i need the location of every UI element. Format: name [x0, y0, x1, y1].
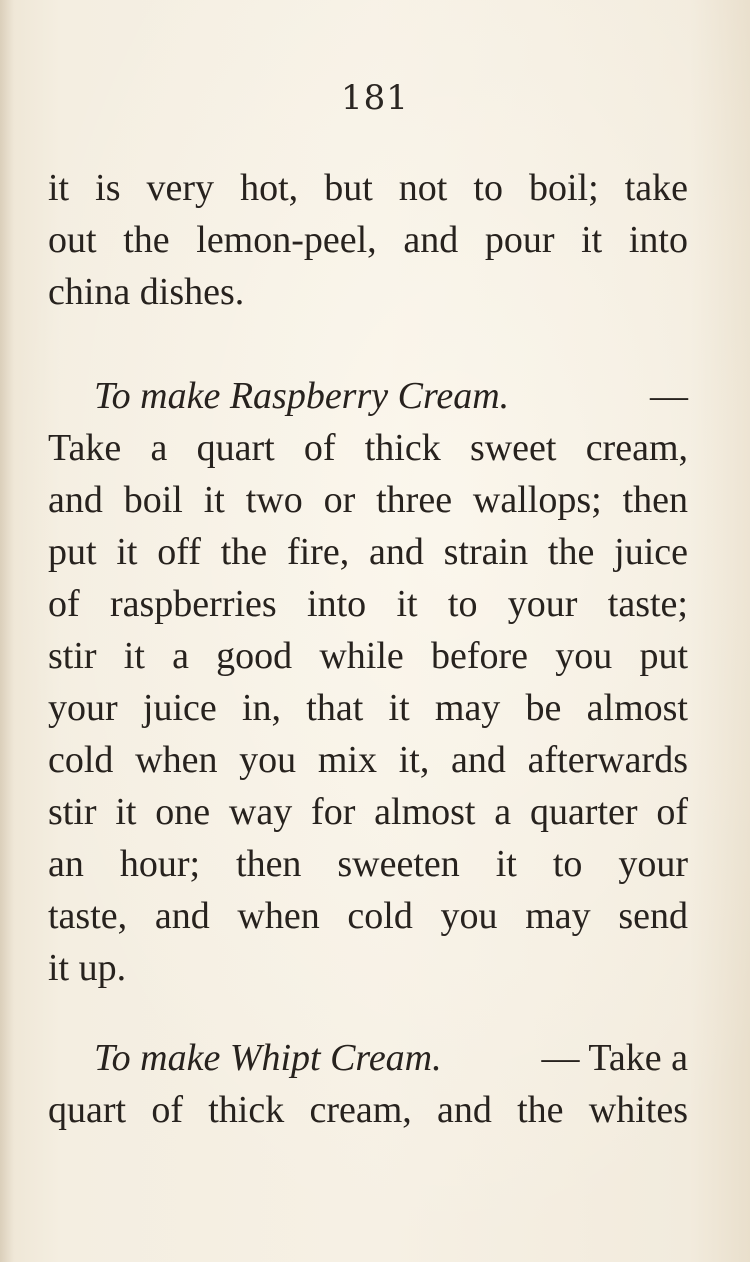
text-line: an hour; then sweeten it to your	[48, 843, 688, 885]
recipe-heading: To make Raspberry Cream.	[94, 375, 510, 417]
text-line: and boil it two or three wallops; then	[48, 479, 688, 521]
text-line: stir it a good while before you put	[48, 635, 688, 677]
recipe-whipt-cream	[48, 1032, 688, 1136]
text-line: stir it one way for almost a quarter of	[48, 791, 688, 833]
text-line: out the lemon-peel, and pour it into	[48, 219, 688, 261]
text-line: Take a quart of thick sweet cream,	[48, 427, 688, 469]
paragraph-continuation	[48, 162, 688, 318]
text-line: taste, and when cold you may send	[48, 895, 688, 937]
recipe-heading-line	[48, 370, 688, 422]
heading-continuation: — Take a	[541, 1037, 688, 1079]
text-line: cold when you mix it, and afterwards	[48, 739, 688, 781]
page-gutter-shadow	[0, 0, 14, 1262]
heading-dash: —	[650, 375, 688, 417]
recipe-raspberry-cream	[48, 370, 688, 994]
text-line: it up.	[48, 947, 127, 989]
page-number: 181	[341, 78, 409, 118]
text-line: of raspberries into it to your taste;	[48, 583, 688, 625]
text-line: your juice in, that it may be almost	[48, 687, 688, 729]
text-line: quart of thick cream, and the whites	[48, 1089, 688, 1131]
text-line: china dishes.	[48, 271, 245, 313]
text-line: put it off the fire, and strain the juice	[48, 531, 688, 573]
recipe-heading: To make Whipt Cream.	[94, 1037, 442, 1079]
text-line: it is very hot, but not to boil; take	[48, 167, 688, 209]
recipe-heading-line	[48, 1032, 688, 1084]
